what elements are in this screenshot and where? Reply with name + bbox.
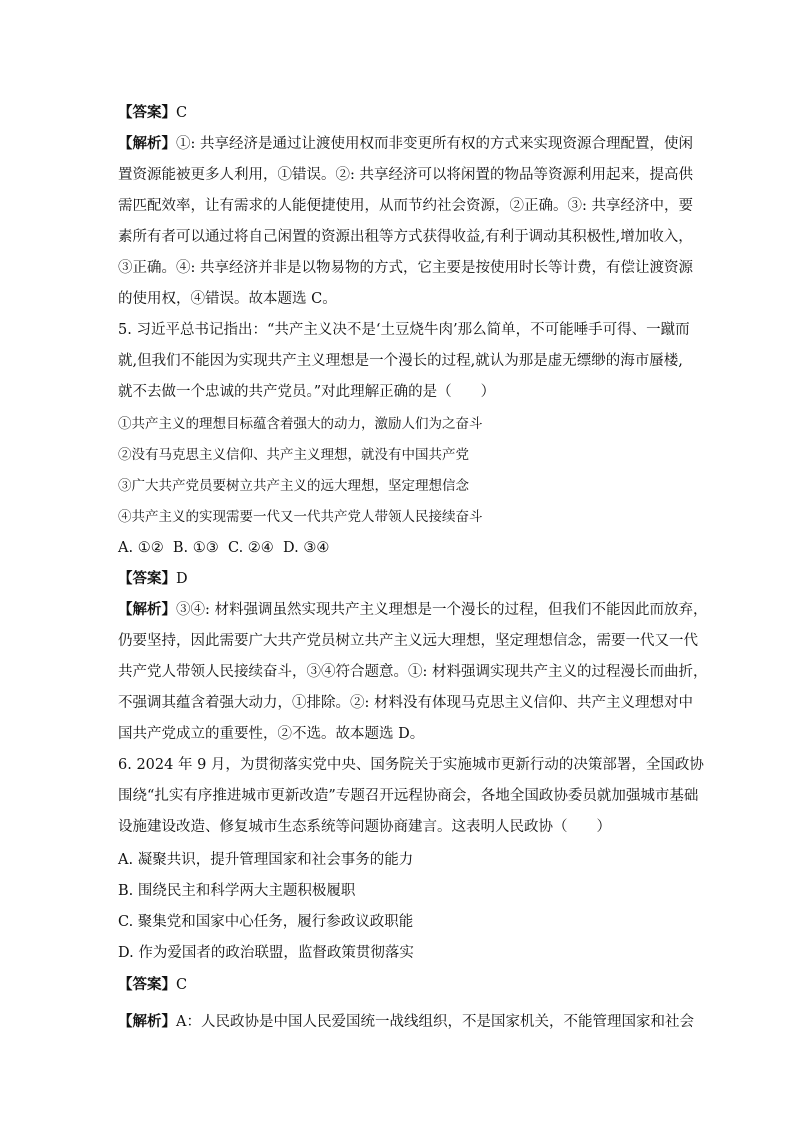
answer-tag: 【答案】 xyxy=(118,976,176,993)
q5-explanation-line-2: 仍要坚持，因此需要广大共产党员树立共产主义远大理想，坚定理想信念，需要一代又一代 xyxy=(118,633,698,649)
q6-option-b: B. 围绕民主和科学两大主题积极履职 xyxy=(118,883,356,899)
q5-explanation-line-3: 共产党人带领人民接续奋斗，③④符合题意。①: 材料强调实现共产主义的过程漫长而曲折， xyxy=(118,664,708,680)
q5-options: A. ①② B. ①③ C. ②④ D. ③④ xyxy=(118,540,330,556)
answer-value: C xyxy=(176,977,188,993)
q5-explanation-line-4: 不强调其蕴含着强大动力，①排除。②: 材料没有体现马克思主义信仰、共产主义理想对中 xyxy=(118,695,693,711)
explanation-tag: 【解析】 xyxy=(118,1013,176,1030)
q4-explanation-line-3: 需匹配效率，让有需求的人能便捷使用，从而节约社会资源，②正确。③: 共享经济中，要 xyxy=(118,198,693,214)
answer-value: D xyxy=(176,571,188,587)
q5-statement-3: ③广大共产党员要树立共产主义的远大理想，坚定理想信念 xyxy=(118,478,469,494)
q5-statement-2: ②没有马克思主义信仰、共产主义理想，就没有中国共产党 xyxy=(118,447,469,463)
q4-explanation-line-5: ③正确。④: 共享经济并非是以物易物的方式，它主要是按使用时长等计费，有偿让渡资源 xyxy=(118,260,693,276)
q5-answer xyxy=(118,569,678,589)
q6-explanation-line-1: 【解析】A：人民政协是中国人民爱国统一战线组织，不是国家机关，不能管理国家和社会 xyxy=(118,1013,694,1030)
answer-tag: 【答案】 xyxy=(118,104,176,121)
q5-explanation-line-5: 国共产党成立的重要性，②不选。故本题选 D。 xyxy=(118,726,425,742)
q6-stem-line-2: 围绕“扎实有序推进城市更新改造”专题召开远程协商会，各地全国政协委员就加强城市基础 xyxy=(118,788,699,804)
q6-answer xyxy=(118,975,678,995)
q5-explanation-line-1: 【解析】③④: 材料强调虽然实现共产主义理想是一个漫长的过程，但我们不能因此而放弃， xyxy=(118,601,708,618)
answer-value: C xyxy=(176,105,188,121)
q4-explanation-line-2: 置资源能被更多人利用，①错误。②: 共享经济可以将闲置的物品等资源利用起来，提高供 xyxy=(118,167,693,183)
q6-option-c: C. 聚集党和国家中心任务，履行参政议政职能 xyxy=(118,914,414,930)
answer-tag: 【答案】 xyxy=(118,570,176,587)
q5-stem-line-3: 就不去做一个忠诚的共产党员。”对此理解正确的是（ ） xyxy=(118,384,496,400)
q5-stem-line-1: 5. 习近平总书记指出：“共产主义决不是‘土豆烧牛肉’那么简单，不可能唾手可得、一蹴而 xyxy=(118,322,690,338)
q6-option-d: D. 作为爱国者的政治联盟，监督政策贯彻落实 xyxy=(118,945,414,961)
q6-stem-line-1: 6. 2024 年 9 月，为贯彻落实党中央、国务院关于实施城市更新行动的决策部署，全国政协 xyxy=(118,757,704,773)
q4-explanation-line-4: 素所有者可以通过将自己闲置的资源出租等方式获得收益,有利于调动其积极性,增加收入， xyxy=(118,229,693,245)
q5-statement-1: ①共产主义的理想目标蕴含着强大的动力，激励人们为之奋斗 xyxy=(118,416,483,432)
q4-answer xyxy=(118,103,678,123)
q6-option-a: A. 凝聚共识，提升管理国家和社会事务的能力 xyxy=(118,852,414,868)
q6-stem-line-3: 设施建设改造、修复城市生态系统等问题协商建言。这表明人民政协（ ） xyxy=(118,819,611,835)
q5-statement-4: ④共产主义的实现需要一代又一代共产党人带领人民接续奋斗 xyxy=(118,509,483,525)
q4-explanation-line-6: 的使用权，④错误。故本题选 C。 xyxy=(118,291,337,307)
q4-explanation-line-1: 【解析】①: 共享经济是通过让渡使用权而非变更所有权的方式来实现资源合理配置，使闲 xyxy=(118,135,693,152)
q5-stem-line-2: 就,但我们不能因为实现共产主义理想是一个漫长的过程,就认为那是虚无缥缈的海市蜃楼, xyxy=(118,353,683,369)
explanation-tag: 【解析】 xyxy=(118,135,176,152)
explanation-tag: 【解析】 xyxy=(118,601,176,618)
